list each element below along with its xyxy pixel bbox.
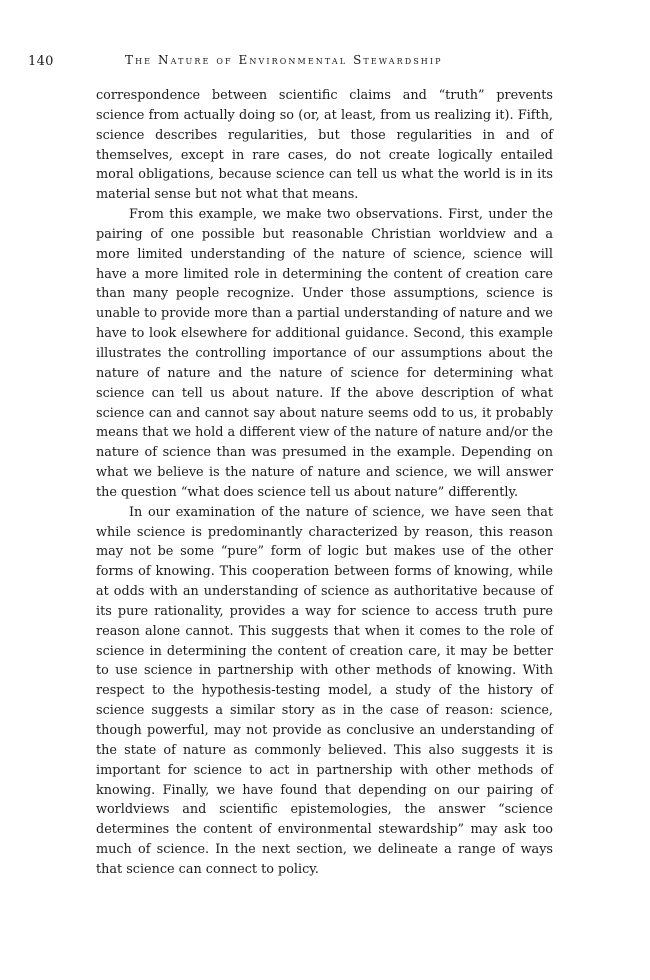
running-head: The Nature of Environmental Stewardship (125, 53, 443, 67)
page-number: 140 (28, 54, 54, 69)
paragraph-observations: From this example, we make two observations. First, under the pairing of one possible but reasonable Christian worldview and a more limited understanding of the nature of science, science will have a more limited role in determining the content of creation care than many people recognize. Under those assumptions, science is unable to provide more than a partial understanding of nature and we have to look elsewhere for additional guidance. Second, this example illustrates the controlling importance of our assumptions about the nature of nature and the nature of science for determining what science can tell us about nature. If the above description of what science can and cannot say about nature seems odd to us, it probably means that we hold a different view of the nature of nature and/or the nature of science than was presumed in the example. Depending on what we believe is the nature of nature and science, we will answer the question “what does science tell us about nature” differently. (96, 207, 553, 500)
paragraph-nature-of-science: In our examination of the nature of science, we have seen that while science is predominantly characterized by reason, this reason may not be some “pure” form of logic but makes use of the other forms of knowing. This cooperation between forms of knowing, while at odds with an understanding of science as authoritative because of its pure rationality, provides a way for science to access truth pure reason alone cannot. This suggests that when it comes to the role of science in determining the content of creation care, it may be better to use science in partnership with other methods of knowing. With respect to the hypothesis-testing model, a study of the history of science suggests a similar story as in the case of reason: science, though powerful, may not provide as conclusive an understanding of the state of nature as commonly believed. This also suggests it is important for science to act in partnership with other methods of knowing. Finally, we have found that depending on our pairing of worldviews and scientific epistemologies, the answer “science determines the content of environmental stewardship” may ask too much of science. In the next section, we delineate a range of ways that science can connect to policy. (96, 504, 553, 877)
body-text (96, 86, 553, 880)
paragraph-continued: correspondence between scientific claims and “truth” prevents science from actually doing so (or, at least, from us realizing it). Fifth, science describes regularities, but those regularities in and of themselves, except in rare cases, do not create logically entailed moral obligations, because science can tell us what the world is in its material sense but not what that means. (96, 88, 553, 203)
